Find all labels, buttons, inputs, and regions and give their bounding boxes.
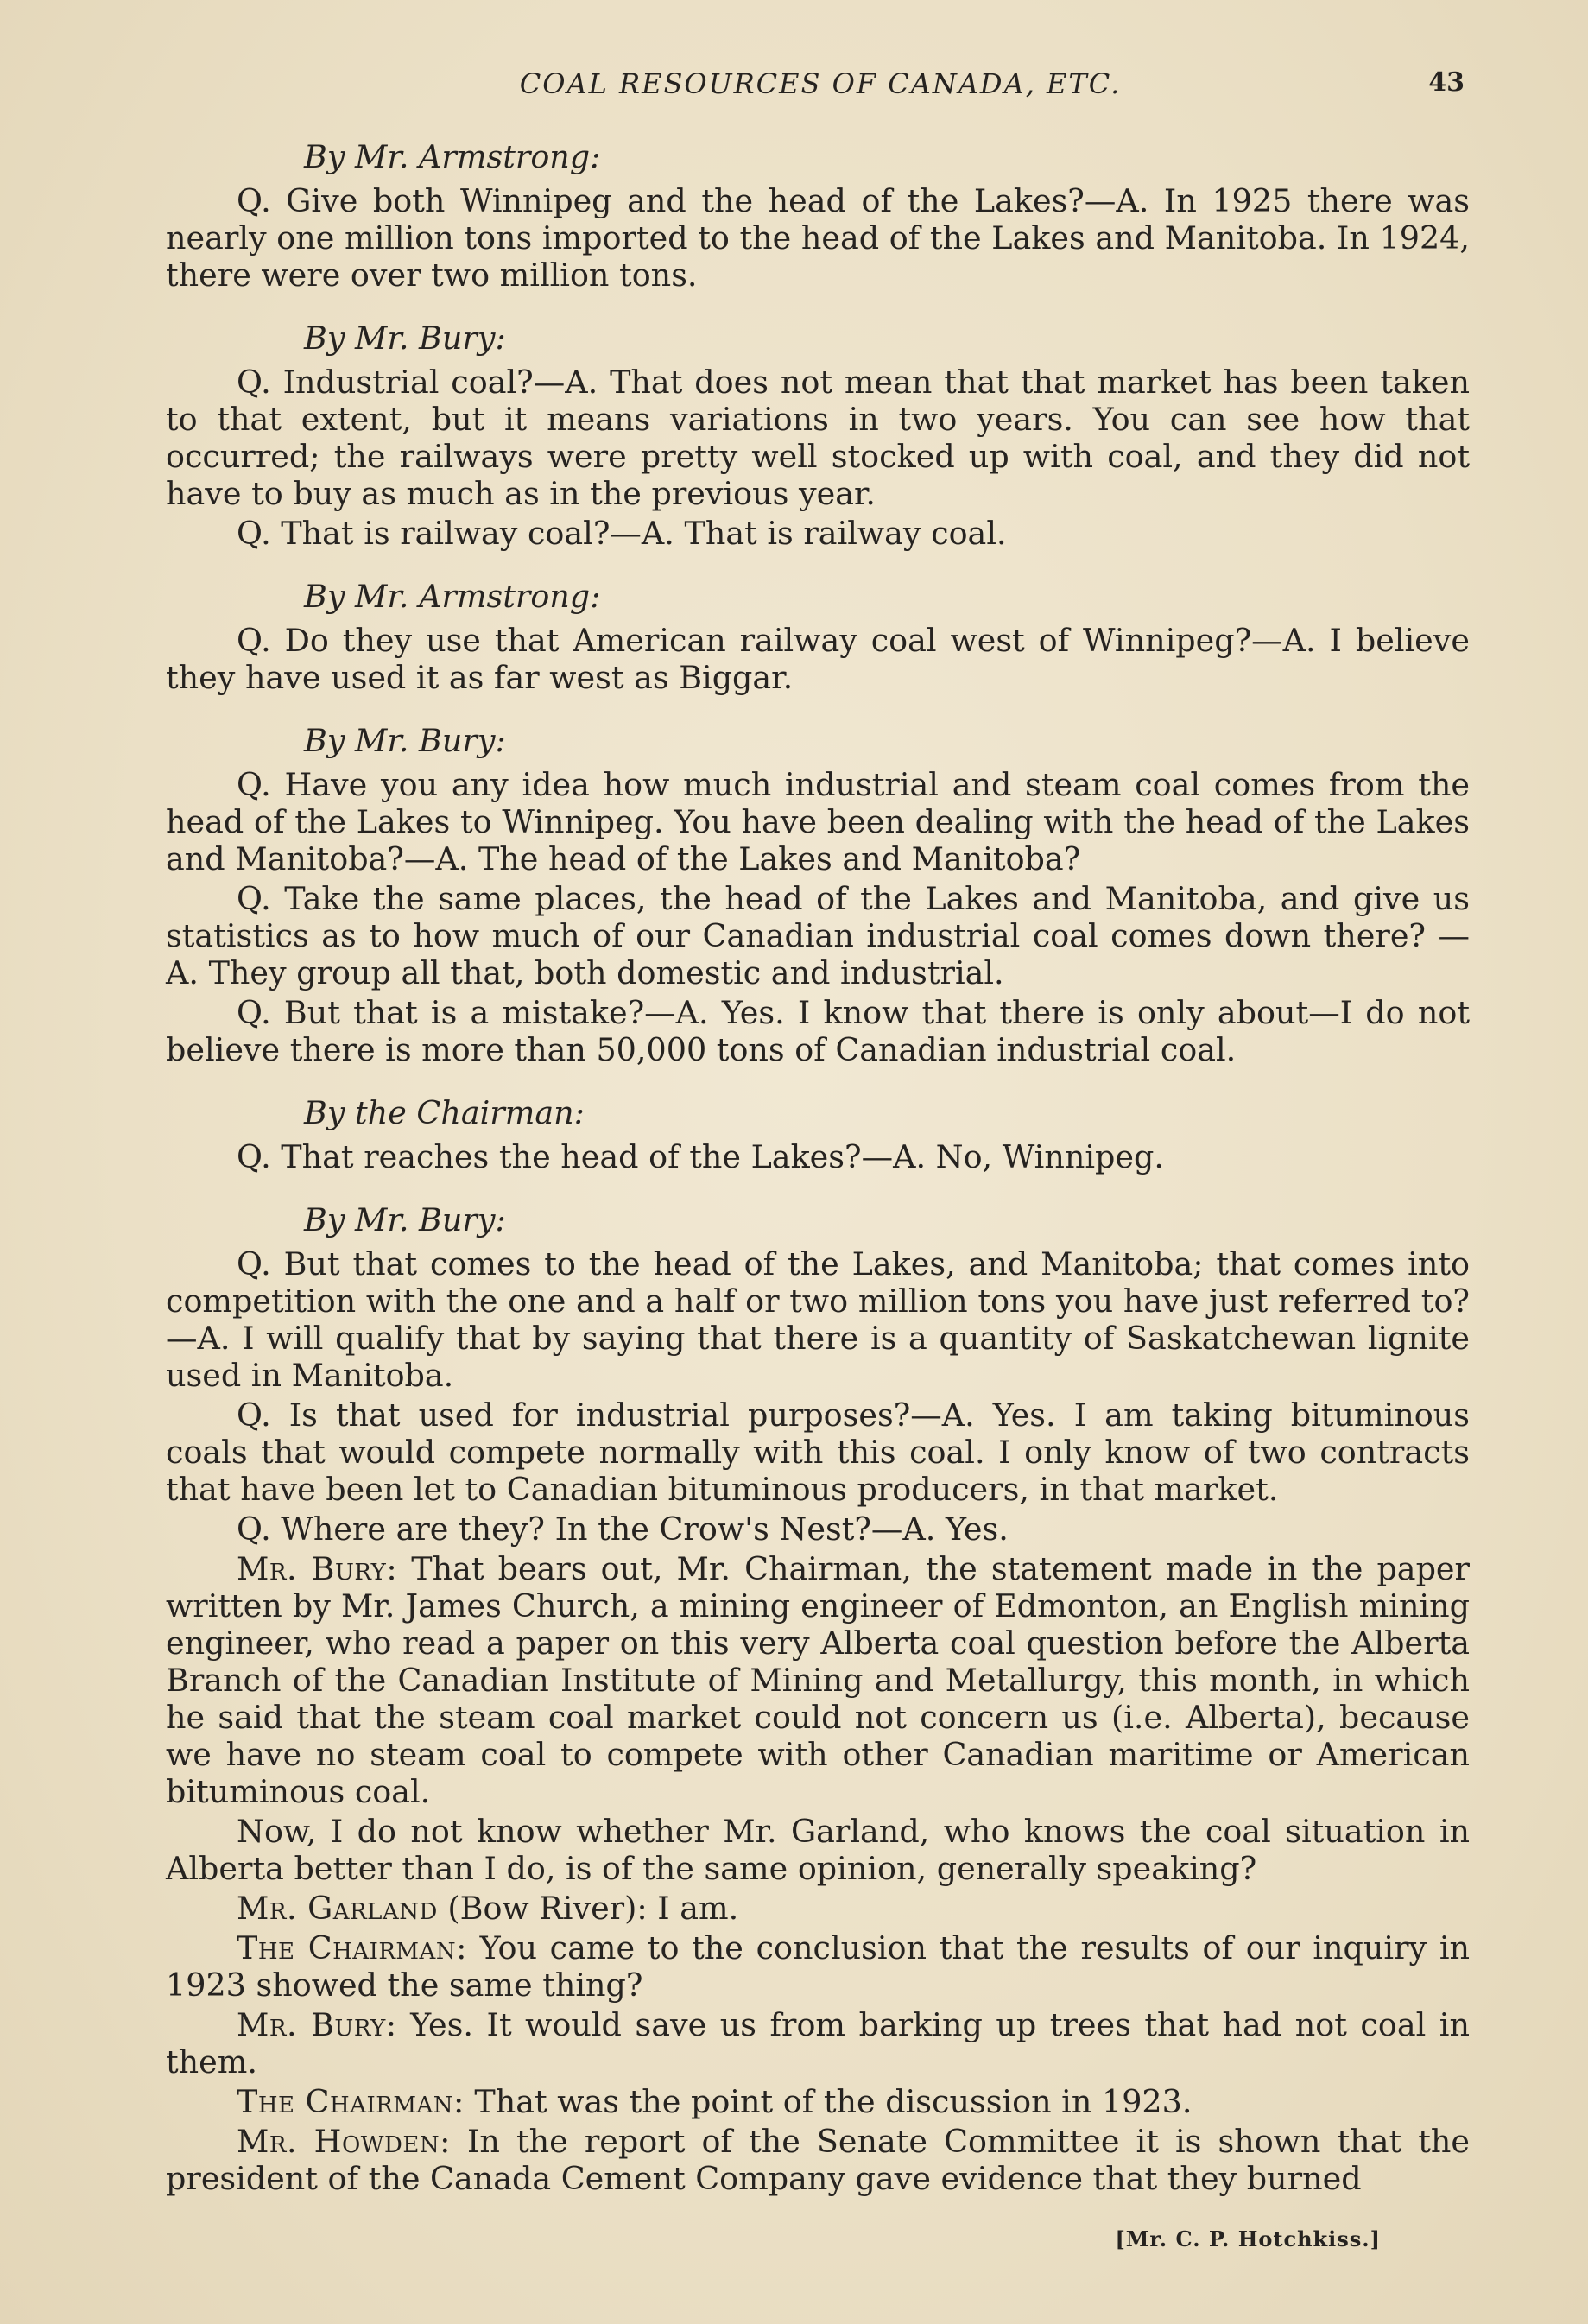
statement-text: That was the point of the discussion in 1923. [474, 2083, 1193, 2120]
speaker-heading: By Mr. Armstrong: [304, 138, 601, 175]
statement-text: You came to the conclusion that the results of our inquiry in 1923 showed the same thing? [166, 1929, 1470, 2004]
statement-text: In the report of the Senate Committee it is shown that the president of the Canada Cement Company gave evidence that they burned [166, 2123, 1470, 2197]
statement-paragraph [166, 2123, 1470, 2197]
statement-speaker: Mr. Bury: [237, 1550, 398, 1587]
speaker-heading: By Mr. Armstrong: [304, 578, 601, 615]
statement-text: That bears out, Mr. Chairman, the statement made in the paper written by Mr. James Church, a mining engineer of Edmonton, an English mining engineer, who read a paper on this very Alberta coal question before the Alberta Branch of the Canadian Institute of Mining and Metallurgy, this month, in which he said that the steam coal market could not concern us (i.e. Alberta), because we have no steam coal to compete with other Canadian maritime or American bituminous coal. [166, 1550, 1470, 1810]
testimony-section [166, 1094, 1470, 1175]
qa-paragraph: Q. Take the same places, the head of the Lakes and Manitoba, and give us statistics as to how much of our Canadian industrial coal comes down there? —A. They group all that, both domestic and industrial. [166, 880, 1470, 991]
testimony-section [166, 1201, 1470, 1548]
statement-speaker: Mr. Garland [237, 1890, 438, 1927]
qa-paragraph: Q. Do they use that American railway coal west of Winnipeg?—A. I believe they have used it as far west as Biggar. [166, 622, 1470, 696]
qa-paragraph: Q. But that comes to the head of the Lakes, and Manitoba; that comes into competition with the one and a half or two million tons you have just referred to?—A. I will qualify that by saying that there is a quantity of Saskatchewan lignite used in Manitoba. [166, 1245, 1470, 1394]
statement-speaker: Mr. Bury: [237, 2006, 397, 2043]
speaker-heading: By Mr. Bury: [304, 320, 506, 357]
statement-speaker: The Chairman: [237, 2083, 465, 2120]
speaker-heading: By the Chairman: [304, 1094, 585, 1131]
testimony-section [166, 138, 1470, 294]
statement-speaker: Mr. Howden: [237, 2123, 451, 2160]
qa-paragraph: Q. Industrial coal?—A. That does not mean that that market has been taken to that extent, but it means variations in two years. You can see how that occurred; the railways were pretty well stocked up with coal, and they did not have to buy as much as in the previous year. [166, 364, 1470, 512]
document-body [166, 138, 1470, 2200]
qa-paragraph: Q. Where are they? In the Crow's Nest?—A. Yes. [237, 1510, 1009, 1548]
qa-paragraph: Q. Give both Winnipeg and the head of the Lakes?—A. In 1925 there was nearly one million tons imported to the head of the Lakes and Manitoba. In 1924, there were over two million tons. [166, 182, 1470, 294]
statement-speaker: The Chairman: [237, 1929, 467, 1966]
statement-text: Yes. It would save us from barking up trees that had not coal in them. [166, 2006, 1470, 2080]
testimony-section [166, 320, 1470, 552]
qa-paragraph: Q. That reaches the head of the Lakes?—A. No, Winnipeg. [237, 1138, 1164, 1175]
speaker-heading: By Mr. Bury: [304, 722, 506, 759]
statement-paragraph [166, 2006, 1470, 2080]
statement-paragraph [166, 1890, 1470, 1927]
page-number: 43 [1428, 67, 1465, 98]
testimony-section [166, 722, 1470, 1068]
statement-paragraph [166, 2083, 1470, 2120]
statement-text: (Bow River): I am. [447, 1890, 739, 1927]
statement-paragraph [166, 1550, 1470, 1810]
running-head [164, 67, 1477, 111]
speaker-heading: By Mr. Bury: [304, 1201, 506, 1238]
testimony-section [166, 578, 1470, 696]
qa-paragraph: Q. That is railway coal?—A. That is railway coal. [237, 515, 1007, 552]
qa-paragraph: Q. Is that used for industrial purposes?—A. Yes. I am taking bituminous coals that would compete normally with this coal. I only know of two contracts that have been let to Canadian bituminous producers, in that market. [166, 1396, 1470, 1508]
witness-reference: [Mr. C. P. Hotchkiss.] [1115, 2226, 1381, 2251]
qa-paragraph: Q. Have you any idea how much industrial and steam coal comes from the head of the Lakes to Winnipeg. You have been dealing with the head of the Lakes and Manitoba?—A. The head of the Lakes and Manitoba? [166, 766, 1470, 877]
statement-text: Now, I do not know whether Mr. Garland, who knows the coal situation in Alberta better than I do, is of the same opinion, generally speaking? [166, 1813, 1470, 1887]
committee-statements [166, 1550, 1470, 2197]
statement-paragraph [166, 1813, 1470, 1887]
qa-paragraph: Q. But that is a mistake?—A. Yes. I know that there is only about—I do not believe there is more than 50,000 tons of Canadian industrial coal. [166, 994, 1470, 1068]
running-title: COAL RESOURCES OF CANADA, ETC. [519, 67, 1122, 100]
statement-paragraph [166, 1929, 1470, 2004]
